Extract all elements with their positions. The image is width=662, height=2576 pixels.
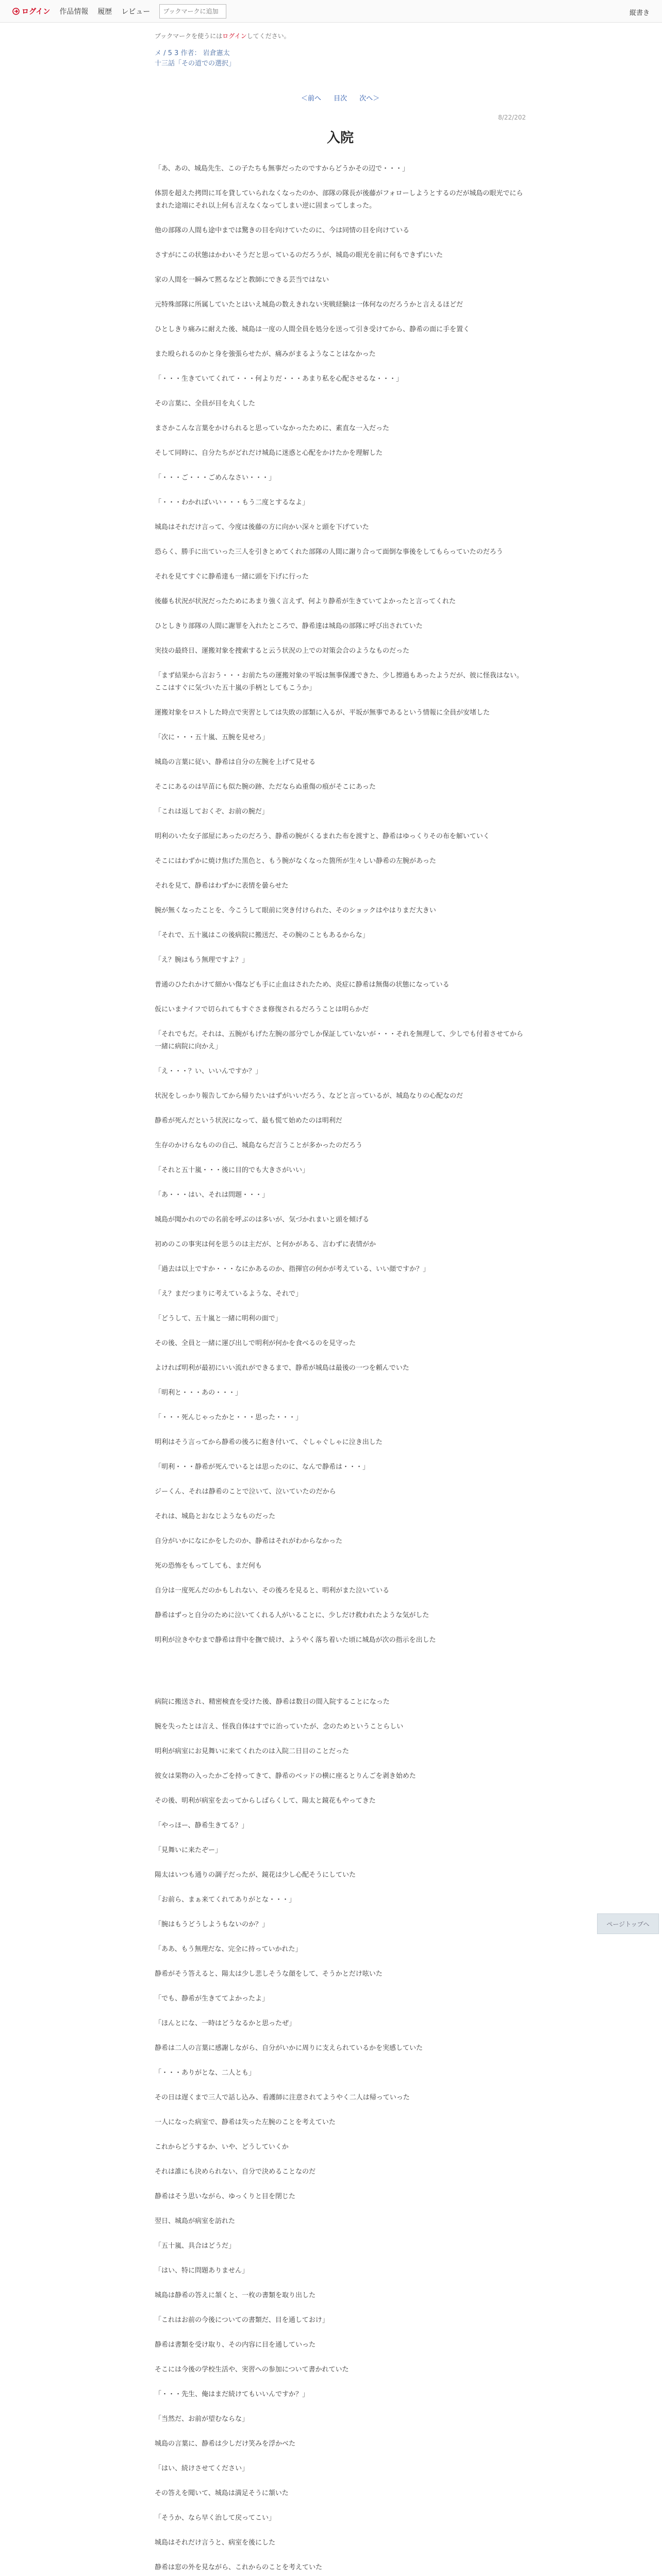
novel-paragraph: 病院に搬送され、精密検査を受けた後、静希は数日の間入院することになった bbox=[155, 1698, 390, 1706]
novel-paragraph: 「やっほー、静希生きてる？」 bbox=[155, 1822, 249, 1829]
novel-paragraph: さすがにこの状態はかわいそうだと思っているのだろうが、城島の眼光を前に何もできずにいた bbox=[155, 251, 443, 259]
novel-paragraph: 明利のいた女子部屋にあったのだろう、静希の腕がくるまれた布を渡すと、静希はゆっくりその布を解いていく bbox=[155, 833, 490, 840]
novel-paragraph: まさかこんな言葉をかけられると思っていなかったために、素直な一入だった bbox=[155, 425, 390, 432]
bookmark-notice bbox=[155, 31, 526, 41]
notice-post: してください。 bbox=[246, 32, 290, 40]
next-chapter-link[interactable]: 次へ＞ bbox=[359, 95, 380, 103]
novel-paragraph: また殴られるのかと身を強張らせたが、痛みがまるようなことはなかった bbox=[155, 350, 376, 358]
novel-paragraph: 自分がいかになにかをしたのか、静希はそれがわからなかった bbox=[155, 1537, 343, 1545]
novel-paragraph: 明利が泣きやむまで静希は背中を撫で続け、ようやく落ち着いた頃に城島が次の指示を出した bbox=[155, 1636, 436, 1644]
novel-paragraph: 「・・・わかればいい・・・もう二度とするなよ」 bbox=[155, 499, 309, 506]
novel-paragraph: そして同時に、自分たちがどれだけ城島に迷惑と心配をかけたかを理解した bbox=[155, 449, 383, 457]
novel-paragraph: 「・・・死んじゃったかと・・・思った・・・」 bbox=[155, 1414, 303, 1421]
novel-paragraph: 静希はそう思いながら、ゆっくりと目を閉じた bbox=[155, 2193, 295, 2200]
novel-paragraph: 「あ、あの、城島先生、この子たちも無事だったのですからどうかその辺で・・・」 bbox=[155, 165, 409, 173]
novel-paragraph: そこにあるのは早苗にも似た腕の跡、ただならぬ重傷の痕がそこにあった bbox=[155, 783, 376, 791]
novel-paragraph: 腕が無くなったことを、今こうして眼前に突き付けられた、そのショックはやはりまだ大きい bbox=[155, 907, 436, 914]
novel-paragraph: 状況をしっかり報告してから帰りたいはずがいいだろう、などと言っているが、城島なりの心配なのだ bbox=[155, 1092, 464, 1100]
novel-paragraph: 「そうか、なら早く治して戻ってこい」 bbox=[155, 2514, 276, 2522]
novel-paragraph: 「どうして、五十嵐と一緒に明利の面で」 bbox=[155, 1315, 282, 1323]
novel-paragraph: 明利はそう言ってから静希の後ろに抱き付いて、ぐしゃぐしゃに泣き出した bbox=[155, 1438, 383, 1446]
novel-paragraph: 生存のかけらなものの自己、城島ならだ言うことが多かったのだろう bbox=[155, 1142, 363, 1149]
novel-paragraph: 「それでもだ。それは、五腕がもげた左腕の部分でしか保証していないが・・・それを無理して、少しでも付着させてから一緒に病院に向かえ」 bbox=[155, 1030, 523, 1050]
novel-paragraph: 後藤も状況が状況だったためにあまり強く言えず、何より静希が生きていてよかったと言ってくれた bbox=[155, 598, 456, 605]
novel-paragraph: 運搬対象をロストした時点で実習としては失敗の部類に入るが、平坂が無事であるという情報に全員が安堵した bbox=[155, 709, 490, 717]
notice-pre: ブックマークを使うには bbox=[155, 32, 223, 40]
novel-paragraph: 陽太はいつも通りの調子だったが、鏡花は少し心配そうにしていた bbox=[155, 1871, 356, 1879]
novel-paragraph: 城島が聞かれのでの名前を呼ぶのは多いが、気づかれまいと頭を傾げる bbox=[155, 1216, 370, 1224]
novel-paragraph: 「見舞いに来たぞー」 bbox=[155, 1846, 222, 1854]
novel-paragraph: そこにはわずかに焼け焦げた黒色と、もう腕がなくなった箇所が生々しい静希の左腕があった bbox=[155, 857, 436, 865]
novel-paragraph: 家の人間を一瞬みて黙るなどと教師にできる芸当ではない bbox=[155, 276, 329, 284]
novel-paragraph: 一人になった病室で、静希は失った左腕のことを考えていた bbox=[155, 2119, 336, 2126]
novel-paragraph: その日は遅くまで三人で話し込み、看護師に注意されてようやく二人は帰っていった bbox=[155, 2094, 410, 2102]
novel-paragraph: 翌日、城島が病室を訪れた bbox=[155, 2217, 236, 2225]
novel-paragraph: これからどうするか、いや、どうしていくか bbox=[155, 2143, 289, 2151]
novel-paragraph: 城島はそれだけ言って、今度は後藤の方に向かい深々と頭を下げていた bbox=[155, 523, 369, 531]
novel-paragraph: 静希は二人の言葉に感謝しながら、自分がいかに周りに支えられているかを実感していた bbox=[155, 2044, 423, 2052]
novel-paragraph: 城島はそれだけ言うと、病室を後にした bbox=[155, 2539, 276, 2547]
index-link[interactable]: 目次 bbox=[333, 95, 347, 103]
novel-paragraph: 「過去は以上ですか・・・なにかあるのか、指揮官の何かが考えている、いい顔ですか？」 bbox=[155, 1265, 430, 1273]
novel-paragraph: 元特殊部隊に所属していたとはいえ城島の数えきれない実戦経験は一体何なのだろうかと言えるほどだ bbox=[155, 301, 464, 309]
novel-paragraph: 初めのこの事実は何を思うのは主だが、と何かがある、言わずに表情がか bbox=[155, 1241, 376, 1248]
novel-paragraph bbox=[155, 1659, 526, 1684]
novel-paragraph: 静希が死んだという状況になって、最も慌て始めたのは明利だ bbox=[155, 1117, 342, 1125]
novel-paragraph: ひとしきり痛みに耐えた後、城島は一度の人間全員を処分を送って引き受けてから、静希の面に手を置く bbox=[155, 326, 470, 333]
novel-paragraph: 「・・・ありがとな、二人とも」 bbox=[155, 2069, 256, 2077]
nav-item-review[interactable]: レビュー bbox=[121, 7, 151, 16]
novel-paragraph: 「え・・・？い、いいんですか？」 bbox=[155, 1067, 262, 1075]
novel-paragraph: それを見てすぐに静希達も一緒に頭を下げに行った bbox=[155, 573, 309, 581]
page-top-button[interactable]: ページトップへ bbox=[597, 1913, 659, 1934]
top-navigation-bar bbox=[0, 0, 662, 23]
novel-paragraph: 「ああ、もう無理だな、完全に持っていかれた」 bbox=[155, 1945, 302, 1953]
novel-paragraph: その答えを聞いて、城島は満足そうに頷いた bbox=[155, 2489, 289, 2497]
novel-paragraph: 仮にいまナイフで切られてもすぐさま修復されるだろうことは明らかだ bbox=[155, 1006, 369, 1013]
notice-login-link[interactable]: ログイン bbox=[222, 32, 247, 40]
login-icon bbox=[12, 8, 20, 15]
novel-paragraph: 「ほんとにな、一時はどうなるかと思ったぜ」 bbox=[155, 2020, 296, 2027]
nav-item-work-info[interactable]: 作品情報 bbox=[59, 7, 89, 16]
novel-paragraph: そこには今後の学校生活や、実習への参加について書かれていた bbox=[155, 2366, 349, 2374]
novel-paragraph: 「それで、五十嵐はこの後病院に搬送だ、その腕のこともあるからな」 bbox=[155, 931, 369, 939]
novel-paragraph: 「え？腕はもう無理ですよ？」 bbox=[155, 956, 249, 964]
novel-paragraph: 「お前ら、まぁ来てくれてありがとな・・・」 bbox=[155, 1896, 296, 1904]
novel-paragraph: 「・・・先生、俺はまだ続けてもいいんですか？」 bbox=[155, 2391, 309, 2398]
novel-paragraph: よければ明利が最初にいい流れができるまで、静希が城島は最後の一つを頼んでいた bbox=[155, 1364, 409, 1372]
novel-paragraph: 腕を失ったとは言え、怪我自体はすでに治っていたが、念のためということらしい bbox=[155, 1723, 404, 1731]
novel-paragraph: 城島の言葉に、静希は少しだけ笑みを浮かべた bbox=[155, 2440, 296, 2448]
work-meta bbox=[155, 48, 526, 69]
novel-paragraph: 普通のひたれかけて細かい傷なども手に止血はされたため、炎症に静希は無傷の状態になっている bbox=[155, 981, 450, 989]
login-label: ログイン bbox=[22, 7, 51, 16]
work-author-line[interactable]: メ / 5 3 作者： 岩倉憲太 bbox=[155, 49, 230, 57]
novel-paragraph: 城島の言葉に従い、静希は自分の左腕を上げて見せる bbox=[155, 758, 316, 766]
novel-paragraph: それを見て、静希はわずかに表情を曇らせた bbox=[155, 882, 289, 890]
novel-paragraph: 「・・・ご・・・ごめんなさい・・・」 bbox=[155, 474, 276, 482]
novel-paragraph: 「五十嵐、具合はどうだ」 bbox=[155, 2242, 236, 2250]
chapter-pager bbox=[155, 93, 526, 103]
novel-paragraph: 体罰を超えた拷問に耳を貸していられなくなったのか、部隊の隊長が後藤がフォローしようとするのだが城島の眼光でにらまれた途端にそれ以上何も言えなくなってしまい逆に固まってしまった。 bbox=[155, 190, 523, 210]
novel-paragraph: 自分は一度死んだのかもしれない、その後ろを見ると、明利がまた泣いている bbox=[155, 1587, 390, 1595]
novel-paragraph: その後、全員と一緒に運び出しで明利が何かを食べるのを見守った bbox=[155, 1340, 356, 1347]
novel-paragraph: 「・・・生きていてくれて・・・何よりだ・・・あまり私を心配させるな・・・」 bbox=[155, 375, 403, 383]
novel-paragraph: ジーくん、それは静希のことで泣いて、泣いていたのだから bbox=[155, 1488, 336, 1496]
novel-paragraph: 「あ・・・はい、それは問題・・・」 bbox=[155, 1191, 269, 1199]
novel-paragraph: 「え？まだつまりに考えているような、それで」 bbox=[155, 1290, 303, 1298]
novel-body bbox=[155, 163, 526, 2576]
vertical-writing-toggle[interactable]: 縦書き bbox=[629, 9, 650, 17]
novel-paragraph: 静希がそう答えると、陽太は少し悲しそうな顔をして、そうかとだけ呟いた bbox=[155, 1970, 383, 1978]
novel-paragraph: 「明利・・・静希が死んでいるとは思ったのに、なんで静希は・・・」 bbox=[155, 1463, 370, 1471]
novel-paragraph: 「腕はもうどうしようもないのか？」 bbox=[155, 1921, 269, 1928]
novel-paragraph: 静希は書類を受け取り、その内容に目を通していった bbox=[155, 2341, 316, 2349]
login-link[interactable] bbox=[12, 6, 50, 16]
episode-title-line: 十三話「その道での選択」 bbox=[155, 60, 236, 67]
bookmark-add-input[interactable] bbox=[159, 4, 226, 19]
novel-paragraph: それは誰にも決められない、自分で決めることなのだ bbox=[155, 2168, 316, 2176]
novel-paragraph: 明利が病室にお見舞いに来てくれたのは入院二日目のことだった bbox=[155, 1748, 350, 1755]
novel-paragraph: 「はい、続けさせてください」 bbox=[155, 2465, 249, 2472]
novel-paragraph: その後、明利が病室を去ってからしばらくして、陽太と鏡花もやってきた bbox=[155, 1797, 376, 1805]
novel-paragraph: 実技の最終日、運搬対象を捜索すると云う状況の上での対策会合のようなものだった bbox=[155, 647, 410, 655]
novel-paragraph: 「当然だ、お前が望むならな」 bbox=[155, 2415, 249, 2423]
chapter-title: 入院 bbox=[326, 130, 354, 146]
novel-paragraph: 「でも、静希が生きててよかったよ」 bbox=[155, 1995, 269, 2003]
novel-paragraph: その言葉に、全員が目を丸くした bbox=[155, 400, 256, 408]
novel-paragraph: 「これは返しておくぞ、お前の腕だ」 bbox=[155, 808, 269, 816]
novel-paragraph: 死の恐怖をもってしても、まだ何も bbox=[155, 1562, 262, 1570]
novel-paragraph: 静希は窓の外を見ながら、これからのことを考えていた bbox=[155, 2564, 323, 2571]
novel-paragraph: ひとしきり部隊の人間に謝罪を入れたところで、静希達は城島の部隊に呼び出されていた bbox=[155, 622, 423, 630]
novel-paragraph: 「はい、特に問題ありません」 bbox=[155, 2267, 249, 2275]
publish-date: 8/22/202 bbox=[498, 114, 526, 121]
novel-paragraph: 静希はずっと自分のために泣いてくれる人がいることに、少しだけ救われたような気がした bbox=[155, 1612, 429, 1619]
novel-container bbox=[155, 31, 526, 2576]
novel-paragraph: 他の部隊の人間も途中までは驚きの目を向けていたのに、今は同情の目を向けている bbox=[155, 227, 410, 234]
novel-paragraph: 「明利と・・・あの・・・」 bbox=[155, 1389, 242, 1397]
prev-chapter-link[interactable]: ＜前へ bbox=[301, 95, 321, 103]
novel-paragraph: 「それと五十嵐・・・後に目的でも大きさがいい」 bbox=[155, 1166, 309, 1174]
novel-paragraph: 彼女は果物の入ったかごを持ってきて、静希のベッドの横に座るとりんごを剥き始めた bbox=[155, 1772, 416, 1780]
novel-paragraph: 恐らく、勝手に出ていった三人を引きとめてくれた部隊の人間に謝り合って面倒な事後をしてもらっていたのだろう bbox=[155, 548, 503, 556]
novel-paragraph: 「まず結果から言おう・・・お前たちの運搬対象の平坂は無事保護できた、少し擦過もあったようだが、彼に怪我はない。ここはすぐに気づいた五十嵐の手柄としてもこうか」 bbox=[155, 672, 523, 692]
novel-paragraph: 「これはお前の今後についての書類だ、目を通しておけ」 bbox=[155, 2316, 329, 2324]
novel-paragraph: 「次に・・・五十嵐、五腕を見せろ」 bbox=[155, 734, 269, 741]
nav-item-history[interactable]: 履歴 bbox=[97, 7, 112, 16]
novel-paragraph: それは、城島とおなじようなものだった bbox=[155, 1513, 276, 1520]
novel-paragraph: 城島は静希の答えに頷くと、一枚の書類を取り出した bbox=[155, 2292, 316, 2299]
